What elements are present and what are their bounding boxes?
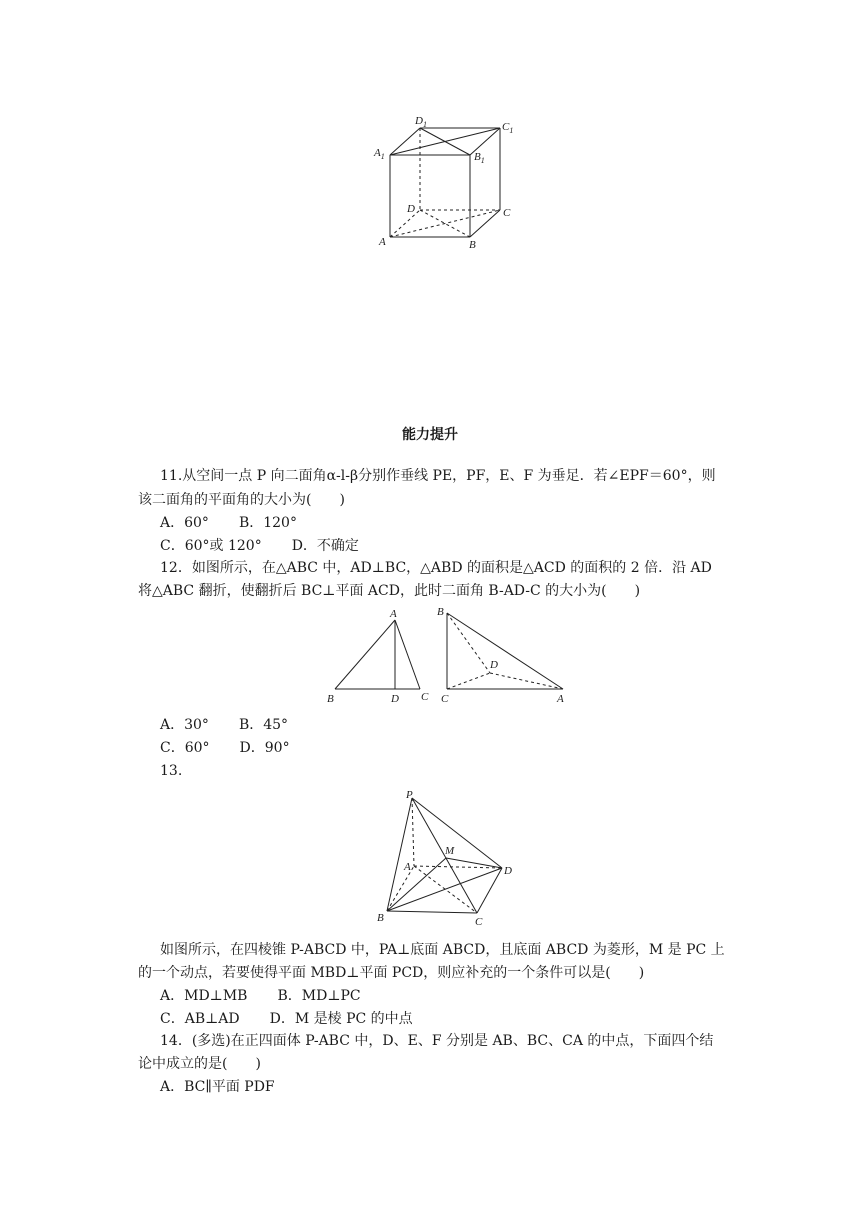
q12-right-label-A: A xyxy=(557,693,564,705)
q13-label-C: C xyxy=(475,916,483,928)
q13-options-row1 xyxy=(160,986,361,1006)
q13-number: 13. xyxy=(160,763,183,779)
q12-line1: 12．如图所示，在△ABC 中，AD⊥BC，△ABD 的面积是△ACD 的面积的 2 倍．沿 AD xyxy=(160,560,712,576)
q13-label-P: P xyxy=(406,789,413,801)
q13-figure xyxy=(372,788,522,928)
q11-options-row1 xyxy=(160,513,297,533)
q12-right-label-B: B xyxy=(437,606,444,618)
q13-label-M: M xyxy=(445,845,455,857)
q14-option-a: A．BC∥平面 PDF xyxy=(160,1079,275,1095)
q14-line1: 14．(多选)在正四面体 P-ABC 中，D、E、F 分别是 AB、BC、CA 的中点，下面四个结 xyxy=(160,1033,714,1049)
q13-option-b: B．MD⊥PC xyxy=(277,988,361,1004)
q13-label-D: D xyxy=(504,865,512,877)
q14-line2: 论中成立的是( ) xyxy=(138,1056,261,1072)
q11-line1: 11.从空间一点 P 向二面角α-l-β分别作垂线 PE，PF，E、F 为垂足．若∠EPF＝60°，则 xyxy=(160,468,716,484)
label-B1: $B_1$ xyxy=(474,151,485,165)
label-C1: $C_1$ xyxy=(502,121,514,135)
q13-options-row2 xyxy=(160,1009,413,1029)
q12-label-C: C xyxy=(421,691,429,703)
q13-option-a: A．MD⊥MB xyxy=(160,988,248,1004)
q12-label-A: A xyxy=(390,608,397,620)
q11-option-d: D．不确定 xyxy=(291,538,359,554)
q12-label-B: B xyxy=(327,693,334,705)
cube-figure xyxy=(370,110,520,255)
q12-line2: 将△ABC 翻折，使翻折后 BC⊥平面 ACD，此时二面角 B-AD-C 的大小为( ) xyxy=(138,583,641,599)
q11-option-c: C．60°或 120° xyxy=(160,538,262,554)
q13-line2: 的一个动点，若要使得平面 MBD⊥平面 PCD，则应补充的一个条件可以是( ) xyxy=(138,965,645,981)
q12-figure xyxy=(325,605,575,705)
q13-label-B: B xyxy=(377,912,384,924)
label-B: B xyxy=(469,239,476,251)
q11-options-row2 xyxy=(160,536,359,556)
q11-line2: 该二面角的平面角的大小为( ) xyxy=(138,492,345,508)
q13-option-c: C．AB⊥AD xyxy=(160,1011,240,1027)
q12-label-D: D xyxy=(391,693,399,705)
q11-option-b: B．120° xyxy=(238,515,297,531)
label-C: C xyxy=(503,207,511,219)
q11-option-a: A．60° xyxy=(160,515,209,531)
q12-option-b: B．45° xyxy=(238,717,289,733)
q12-option-c: C．60° xyxy=(160,740,210,756)
q12-option-a: A．30° xyxy=(160,717,209,733)
q13-option-d: D．M 是棱 PC 的中点 xyxy=(269,1011,413,1027)
section-heading: 能力提升 xyxy=(402,427,458,443)
label-A: A xyxy=(379,236,386,248)
q12-options-row2 xyxy=(160,738,290,758)
label-D: D xyxy=(407,203,415,215)
q12-right-label-D: D xyxy=(490,659,498,671)
q13-line1: 如图所示，在四棱锥 P-ABCD 中，PA⊥底面 ABCD，且底面 ABCD 为菱形，M 是 PC 上 xyxy=(160,942,725,958)
q12-option-d: D．90° xyxy=(239,740,290,756)
label-A1: $A_1$ xyxy=(374,147,385,161)
q13-label-A: A xyxy=(404,861,411,873)
q12-options-row1 xyxy=(160,715,288,735)
label-D1: $D_1$ xyxy=(415,115,427,129)
q12-right-label-C: C xyxy=(441,693,449,705)
